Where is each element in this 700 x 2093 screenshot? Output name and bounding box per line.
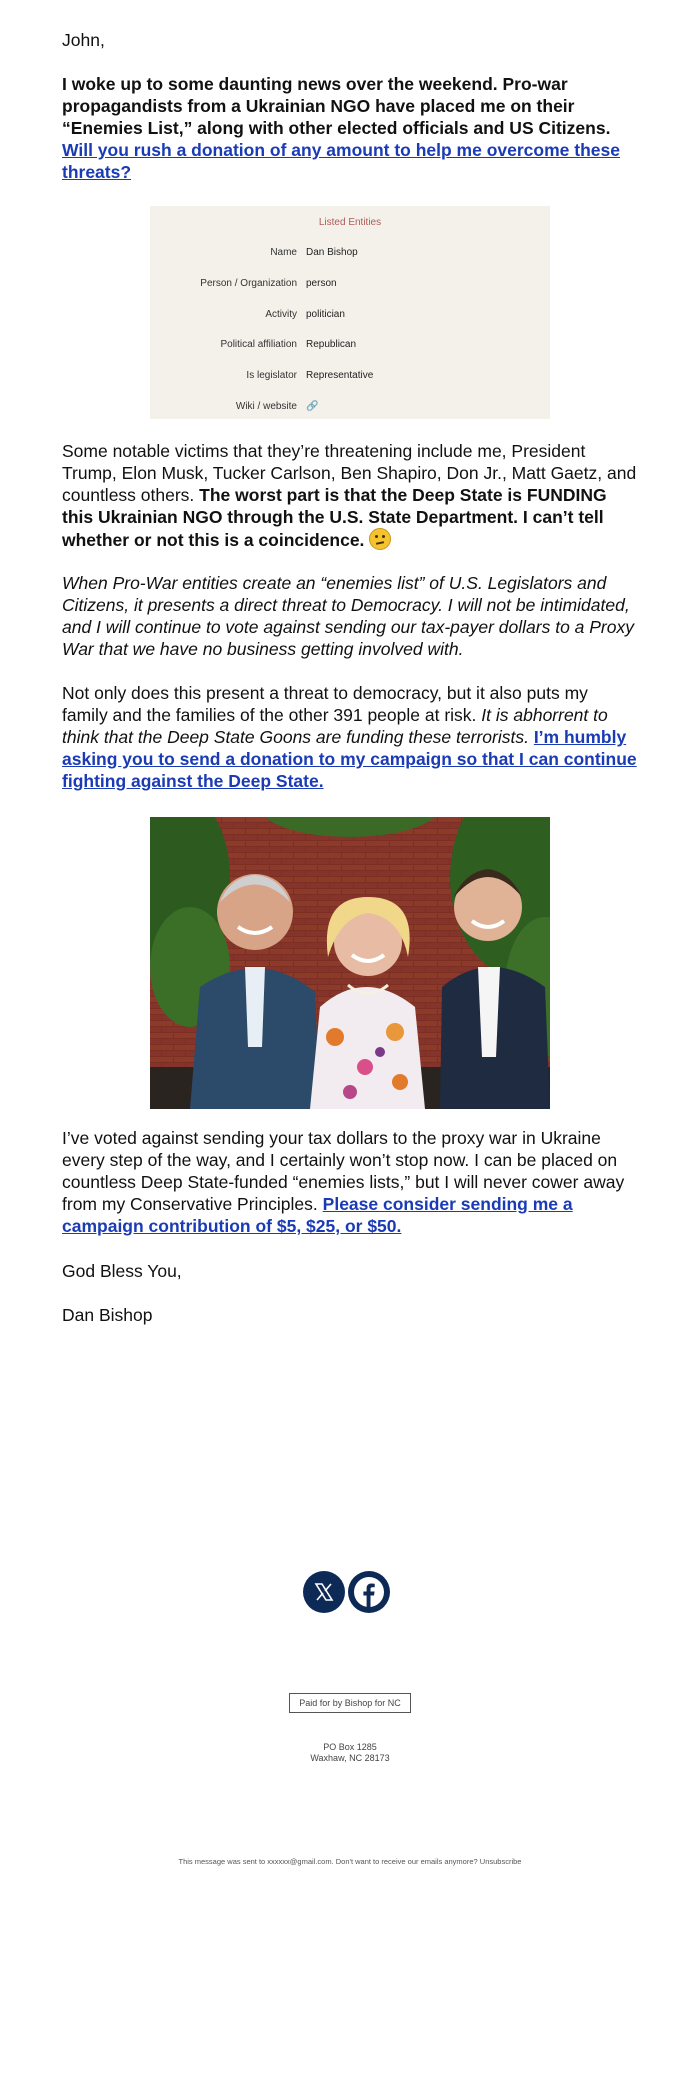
donate-link-1[interactable]: Will you rush a donation of any amount to help me overcome these threats? [62,140,620,182]
entity-key: Wiki / website [235,401,297,412]
entity-link-icon: 🔗 [306,401,319,412]
facebook-logo-icon [353,1576,385,1608]
democracy-paragraph: When Pro-War entities create an “enemies list” of U.S. Legislators and Citizens, it presents a direct threat to Democracy. I will not be intimidated, and I will continue to vote against sending our tax-payer dollars to a Proxy War that we have no business getting involved with. [62,573,634,659]
footer-notice-text: This message was sent to xxxxxx@gmail.com. Don't want to receive our emails anymore? [178,1857,478,1866]
footer-notice [100,1857,600,1866]
signature: Dan Bishop [62,1305,153,1325]
entity-row [150,247,550,263]
entity-row [150,370,550,386]
entity-value: Dan Bishop [306,247,358,258]
victims-paragraph [62,440,638,551]
abhorrent-italic-text: It is abhorrent to think that the Deep State Goons are funding these terrorists. [62,705,608,747]
victims-text: Some notable victims that they’re threatening include me, President Trump, Elon Musk, Tucker Carlson, Ben Shapiro, Don Jr., Matt Gaetz, and countless others. [62,441,637,505]
entity-row [150,309,550,325]
entity-value: Republican [306,339,357,350]
voting-paragraph [62,1127,638,1237]
donate-link-2[interactable]: I’m humbly asking you to send a donation to my campaign so that I can continue fighting against the Deep State. [62,727,637,791]
address-line-1: PO Box 1285 [323,1742,377,1752]
address-line-2: Waxhaw, NC 28173 [310,1753,390,1763]
entity-key: Political affiliation [220,339,297,350]
family-photo [150,817,550,1109]
entity-key: Person / Organization [200,278,297,289]
paid-for-box: Paid for by Bishop for NC [289,1693,411,1713]
funding-bold-text: The worst part is that the Deep State is FUNDING this Ukrainian NGO through the U.S. State Department. I can’t tell whether or not this is a coincidence. [62,485,607,550]
entity-row [150,339,550,355]
x-social-button[interactable] [303,1571,345,1613]
entity-row [150,401,550,417]
facebook-social-button[interactable] [348,1571,390,1613]
entity-card-title: Listed Entities [318,217,382,228]
threat-text: Not only does this present a threat to democracy, but it also puts my family and the families of the other 391 people at risk. [62,683,588,725]
intro-bold-text: I woke up to some daunting news over the weekend. Pro-war propagandists from a Ukrainian NGO have placed me on their “Enemies List,” along with other elected officials and US Citizens. [62,74,611,138]
greeting: John, [62,30,105,50]
closing: God Bless You, [62,1261,182,1281]
x-logo-icon [313,1581,335,1603]
family-photo-illustration [150,817,550,1109]
thinking-face-icon [369,528,391,550]
entity-key: Name [270,247,297,258]
entity-value: politician [306,309,345,320]
entity-value: Representative [306,370,374,381]
intro-paragraph [62,73,638,183]
unsubscribe-link[interactable]: Unsubscribe [479,1857,522,1866]
threat-paragraph [62,682,638,792]
listed-entities-card [150,206,550,419]
entity-value: person [306,278,337,289]
entity-key: Activity [265,309,297,320]
voting-text: I’ve voted against sending your tax dollars to the proxy war in Ukraine every step of the way, and I certainly won’t stop now. I can be placed on countless Deep State-funded “enemies lists,” but I will never cower away from my Conservative Principles. [62,1128,625,1214]
entity-row [150,278,550,294]
donate-link-3[interactable]: Please consider sending me a campaign contribution of $5, $25, or $50. [62,1194,573,1236]
entity-key: Is legislator [246,370,297,381]
